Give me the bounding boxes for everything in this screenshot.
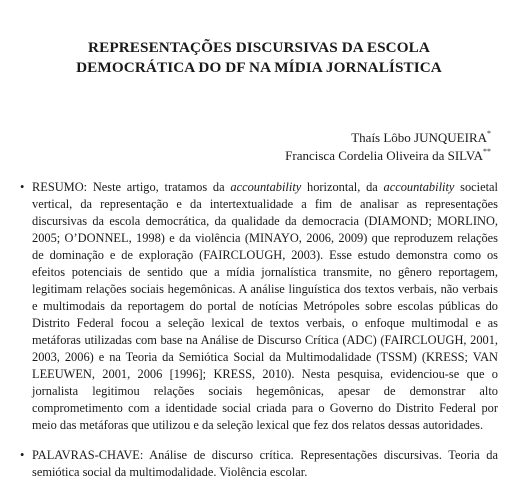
abstract-bullet: •: [20, 180, 25, 194]
keywords-bullet: •: [20, 448, 25, 462]
abstract-text-1: Neste artigo, tratamos da: [87, 180, 231, 194]
author-2-name: Francisca Cordelia Oliveira da SILVA: [285, 148, 483, 163]
abstract-section: [20, 179, 498, 434]
abstract-italic-1: accountability: [230, 180, 302, 194]
keywords-section: [20, 447, 498, 481]
paper-title-line-2: DEMOCRÁTICA DO DF NA MÍDIA JORNALÍSTICA: [76, 59, 442, 76]
abstract-text-3: societal vertical, da representação e da intertextualidade a fim de analisar as representações discursivas da escola democrática, da qualidade da democracia (DIAMOND; MORLINO, 2005; O’DONNEL, 1998) e da violência (MINAYO, 2006, 2009) que reproduzem relações de dominação e de exploração (FAIRCLOUGH, 2003). Esse estudo demonstra como os efeitos potenciais de sentido que a mídia jornalística transmite, no gênero reportagem, legitimam relações sociais hegemônicas. A análise linguística dos textos verbais, não verbais e multimodais da reportagem do portal de notícias Metrópoles sobre escolas públicas do Distrito Federal focou a seleção lexical de textos verbais, o enfoque multimodal e as metáforas utilizadas com base na Análise de Discurso Crítica (ADC) (FAIRCLOUGH, 2001, 2003, 2006) e na Teoria da Semiótica Social da Multimodalidade (TSSM) (KRESS; VAN LEEUWEN, 2001, 2006 [1996]; KRESS, 2010). Nesta pesquisa, evidenciou-se que o jornalista legitimou relações sociais hegemônicas, apesar de demonstrar alto comprometimento com a identidade social criada para o Governo do Distrito Federal por meio das metáforas que utilizou e da seleção lexical que fez dos relatos dessas autoridades.: [32, 180, 498, 432]
abstract-paragraph: [32, 179, 498, 434]
abstract-label: RESUMO:: [32, 180, 88, 194]
paper-title-line-1: REPRESENTAÇÕES DISCURSIVAS DA ESCOLA: [88, 39, 430, 56]
abstract-italic-2: accountability: [383, 180, 455, 194]
keywords-text: Análise de discurso crítica. Representações discursivas. Teoria da semiótica social da multimodalidade. Violência escolar.: [32, 448, 498, 479]
author-1-footnote-mark: *: [487, 129, 491, 138]
author-1-name: Thaís Lôbo JUNQUEIRA: [351, 130, 487, 145]
keywords-label: PALAVRAS-CHAVE:: [32, 448, 144, 462]
author-1: [351, 126, 491, 146]
author-2: [285, 144, 491, 164]
author-2-footnote-mark: **: [483, 147, 491, 156]
keywords-paragraph: [32, 447, 498, 481]
abstract-text-2: horizontal, da: [301, 180, 384, 194]
